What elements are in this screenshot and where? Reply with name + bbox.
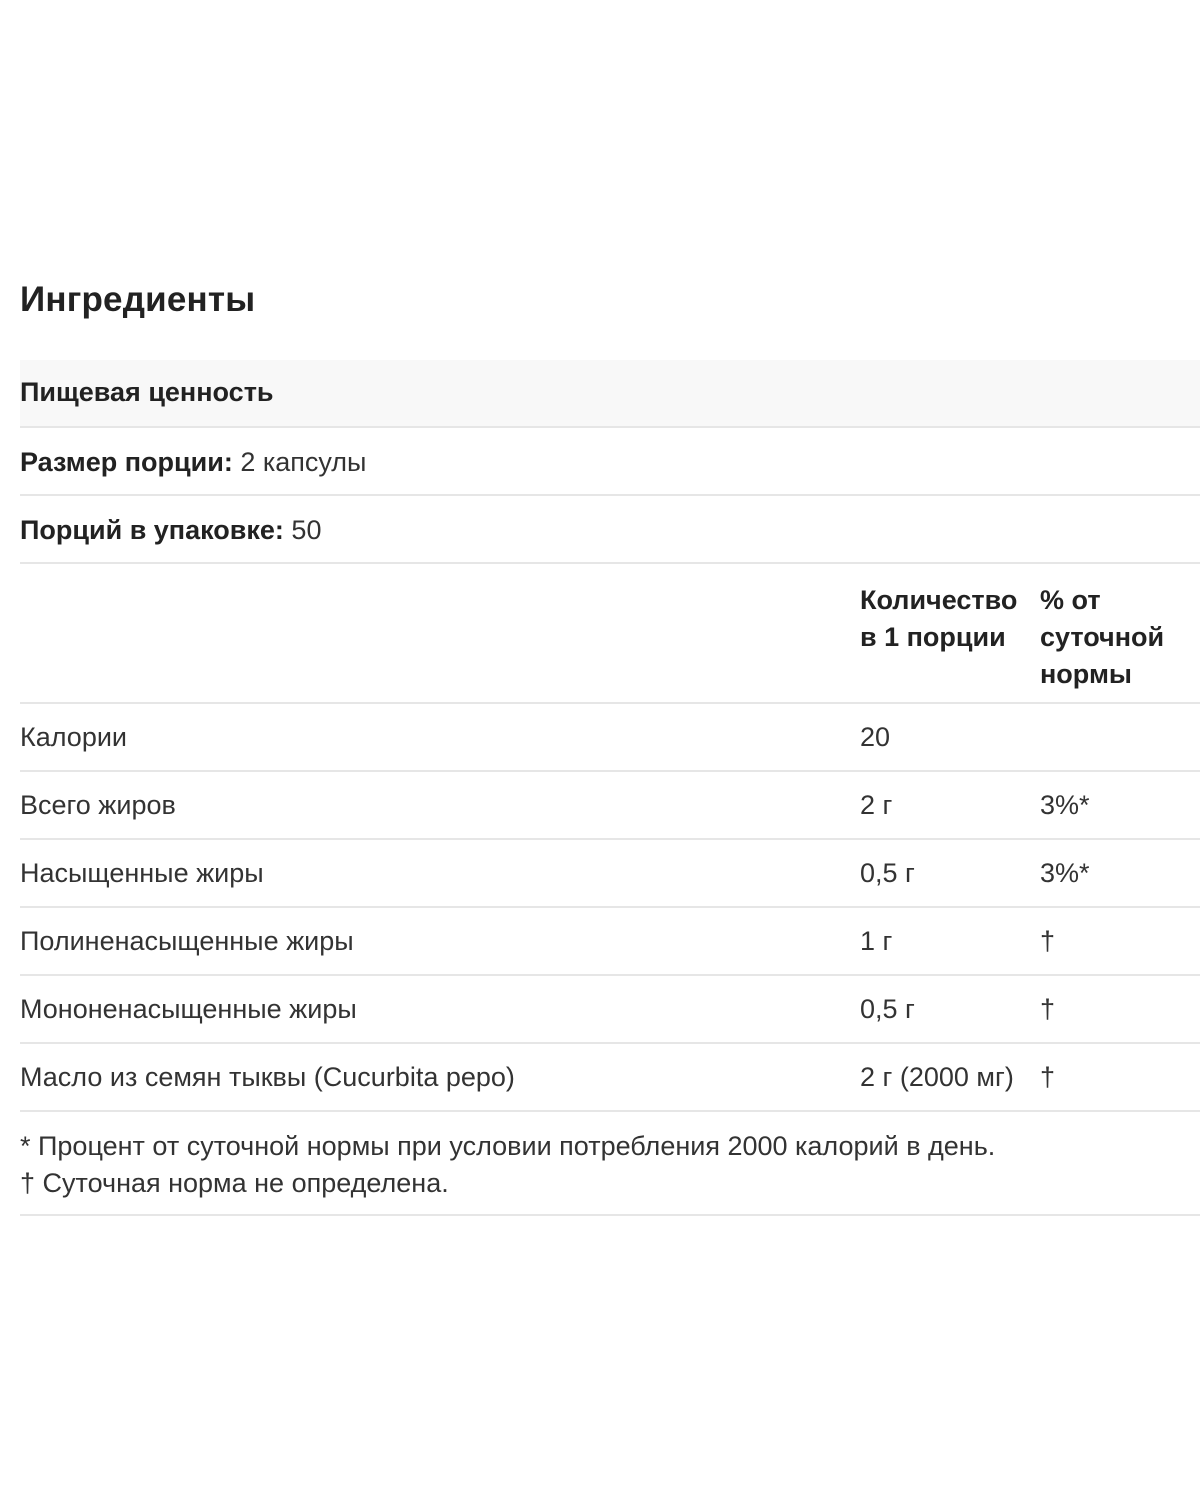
nutrient-row-saturated-fat: [20, 840, 1200, 908]
serving-size-value: 2 капсулы: [240, 447, 367, 477]
nutrient-amount: 0,5 г: [860, 858, 915, 888]
serving-size-label: Размер порции:: [20, 447, 233, 477]
nutrient-amount: 20: [860, 722, 891, 752]
nutrient-name: Всего жиров: [20, 790, 176, 820]
daily-value-header: % от суточной нормы: [1040, 585, 1165, 689]
nutrient-amount: 2 г: [860, 790, 893, 820]
servings-per-container-row: [20, 496, 1200, 564]
column-headers-row: [20, 564, 1200, 704]
ingredients-heading: Ингредиенты: [20, 280, 256, 319]
nutrient-row-total-fat: [20, 772, 1200, 840]
serving-size-row: [20, 428, 1200, 496]
nutrient-name: Масло из семян тыквы (Cucurbita pepo): [20, 1062, 515, 1092]
nutrient-name: Мононенасыщенные жиры: [20, 994, 357, 1024]
footnote-not-established: † Суточная норма не определена.: [20, 1168, 449, 1198]
nutrient-amount: 0,5 г: [860, 994, 915, 1024]
nutrient-name: Полиненасыщенные жиры: [20, 926, 354, 956]
nutrient-row-polyunsaturated-fat: [20, 908, 1200, 976]
servings-label: Порций в упаковке:: [20, 515, 284, 545]
nutrient-name: Насыщенные жиры: [20, 858, 264, 888]
nutrient-name: Калории: [20, 722, 127, 752]
amount-per-serving-header: Количество в 1 порции: [860, 585, 1018, 652]
nutrient-daily-value: †: [1040, 926, 1056, 956]
footnotes: [20, 1112, 1200, 1216]
nutrient-row-calories: [20, 704, 1200, 772]
nutrient-daily-value: 3%*: [1040, 858, 1090, 888]
nutrient-daily-value: 3%*: [1040, 790, 1090, 820]
nutrient-amount: 1 г: [860, 926, 893, 956]
nutrient-row-pumpkin-seed-oil: [20, 1044, 1200, 1112]
footnote-daily-value: * Процент от суточной нормы при условии потребления 2000 калорий в день.: [20, 1131, 996, 1161]
nutrient-row-monounsaturated-fat: [20, 976, 1200, 1044]
nutrient-daily-value: †: [1040, 1062, 1056, 1092]
nutrient-amount: 2 г (2000 мг): [860, 1062, 1014, 1092]
facts-title-row: [20, 360, 1200, 428]
supplement-facts-table: [20, 360, 1200, 1216]
nutrient-daily-value: †: [1040, 994, 1056, 1024]
servings-value: 50: [291, 515, 322, 545]
facts-title: Пищевая ценность: [20, 377, 274, 407]
